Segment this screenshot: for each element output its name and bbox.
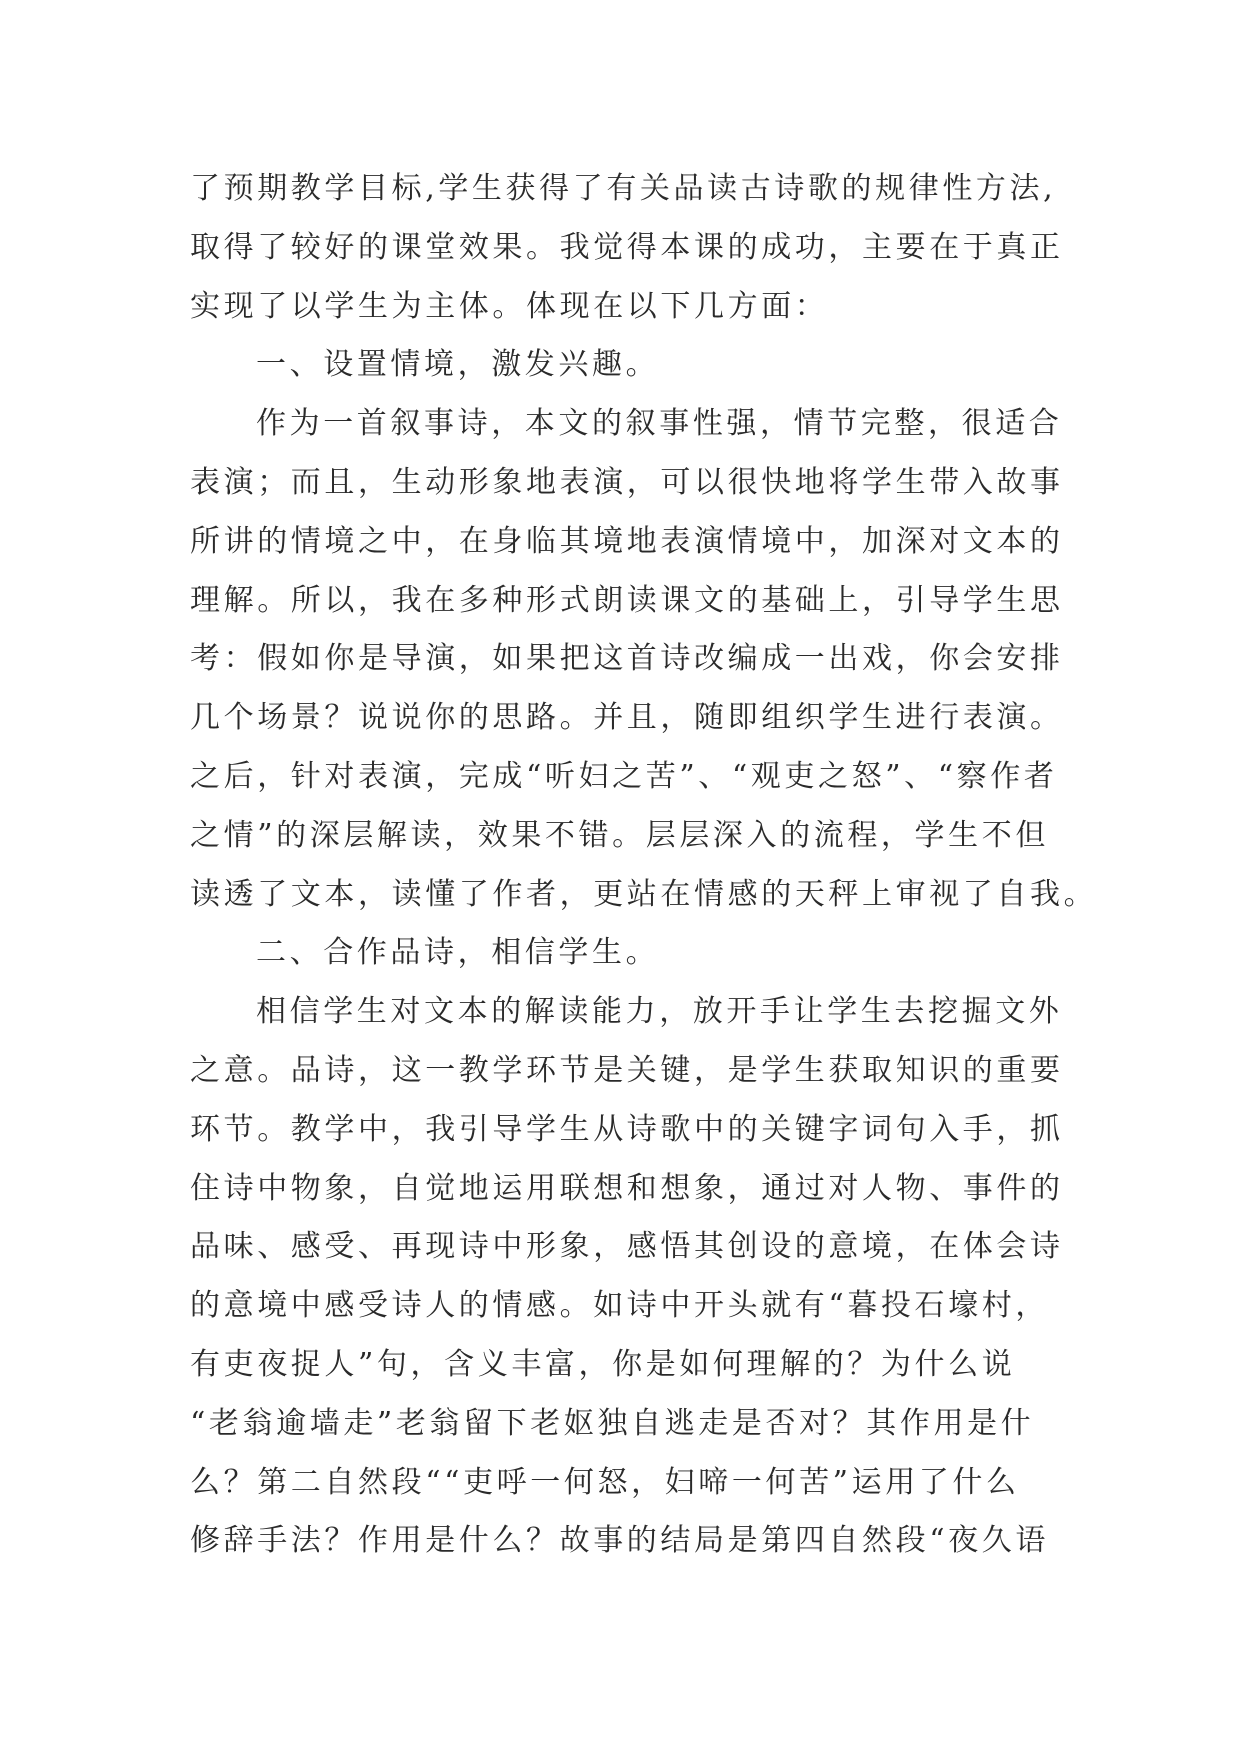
section-heading: 二、合作品诗，相信学生。 bbox=[256, 935, 660, 971]
text-line: 住诗中物象，自觉地运用联想和想象，通过对人物、事件的 bbox=[190, 1170, 1064, 1206]
body-text bbox=[190, 160, 1098, 1571]
text-line: 环节。教学中，我引导学生从诗歌中的关键字词句入手，抓 bbox=[190, 1111, 1064, 1147]
text-line: 读透了文本，读懂了作者，更站在情感的天秤上审视了自我。 bbox=[190, 876, 1098, 912]
text-line: “老翁逾墙走”老翁留下老妪独自逃走是否对？其作用是什 bbox=[190, 1405, 1035, 1441]
text-line: 取得了较好的课堂效果。我觉得本课的成功，主要在于真正 bbox=[190, 229, 1064, 265]
text-line: 之后，针对表演，完成“听妇之苦”、“观吏之怒”、“察作者 bbox=[190, 758, 1058, 794]
text-line: 品味、感受、再现诗中形象，感悟其创设的意境，在体会诗 bbox=[190, 1229, 1064, 1265]
text-line: 相信学生对文本的解读能力，放开手让学生去挖掘文外 bbox=[256, 994, 1063, 1030]
text-line: 理解。所以，我在多种形式朗读课文的基础上，引导学生思 bbox=[190, 582, 1064, 618]
text-line: 表演；而且，生动形象地表演，可以很快地将学生带入故事 bbox=[190, 464, 1064, 500]
section-heading: 一、设置情境，激发兴趣。 bbox=[256, 347, 660, 383]
text-line: 实现了以学生为主体。体现在以下几方面： bbox=[190, 288, 829, 324]
text-line: 有吏夜捉人”句，含义丰富，你是如何理解的？为什么说 bbox=[190, 1346, 1016, 1382]
text-line: 之意。品诗，这一教学环节是关键，是学生获取知识的重要 bbox=[190, 1052, 1064, 1088]
text-line: 修辞手法？作用是什么？故事的结局是第四自然段“夜久语 bbox=[190, 1523, 1049, 1559]
text-line: 之情”的深层解读，效果不错。层层深入的流程，学生不但 bbox=[190, 817, 1049, 853]
text-line: 考：假如你是导演，如果把这首诗改编成一出戏，你会安排 bbox=[190, 641, 1064, 677]
text-line: 所讲的情境之中，在身临其境地表演情境中，加深对文本的 bbox=[190, 523, 1064, 559]
text-line: 了预期教学目标,学生获得了有关品读古诗歌的规律性方法, bbox=[190, 171, 1057, 206]
text-line: 几个场景？说说你的思路。并且，随即组织学生进行表演。 bbox=[190, 700, 1064, 736]
text-line: 作为一首叙事诗，本文的叙事性强，情节完整，很适合 bbox=[256, 406, 1063, 442]
text-line: 的意境中感受诗人的情感。如诗中开头就有“暮投石壕村， bbox=[190, 1288, 1049, 1324]
text-line: 么？第二自然段““吏呼一何怒，妇啼一何苦”运用了什么 bbox=[190, 1464, 1020, 1500]
